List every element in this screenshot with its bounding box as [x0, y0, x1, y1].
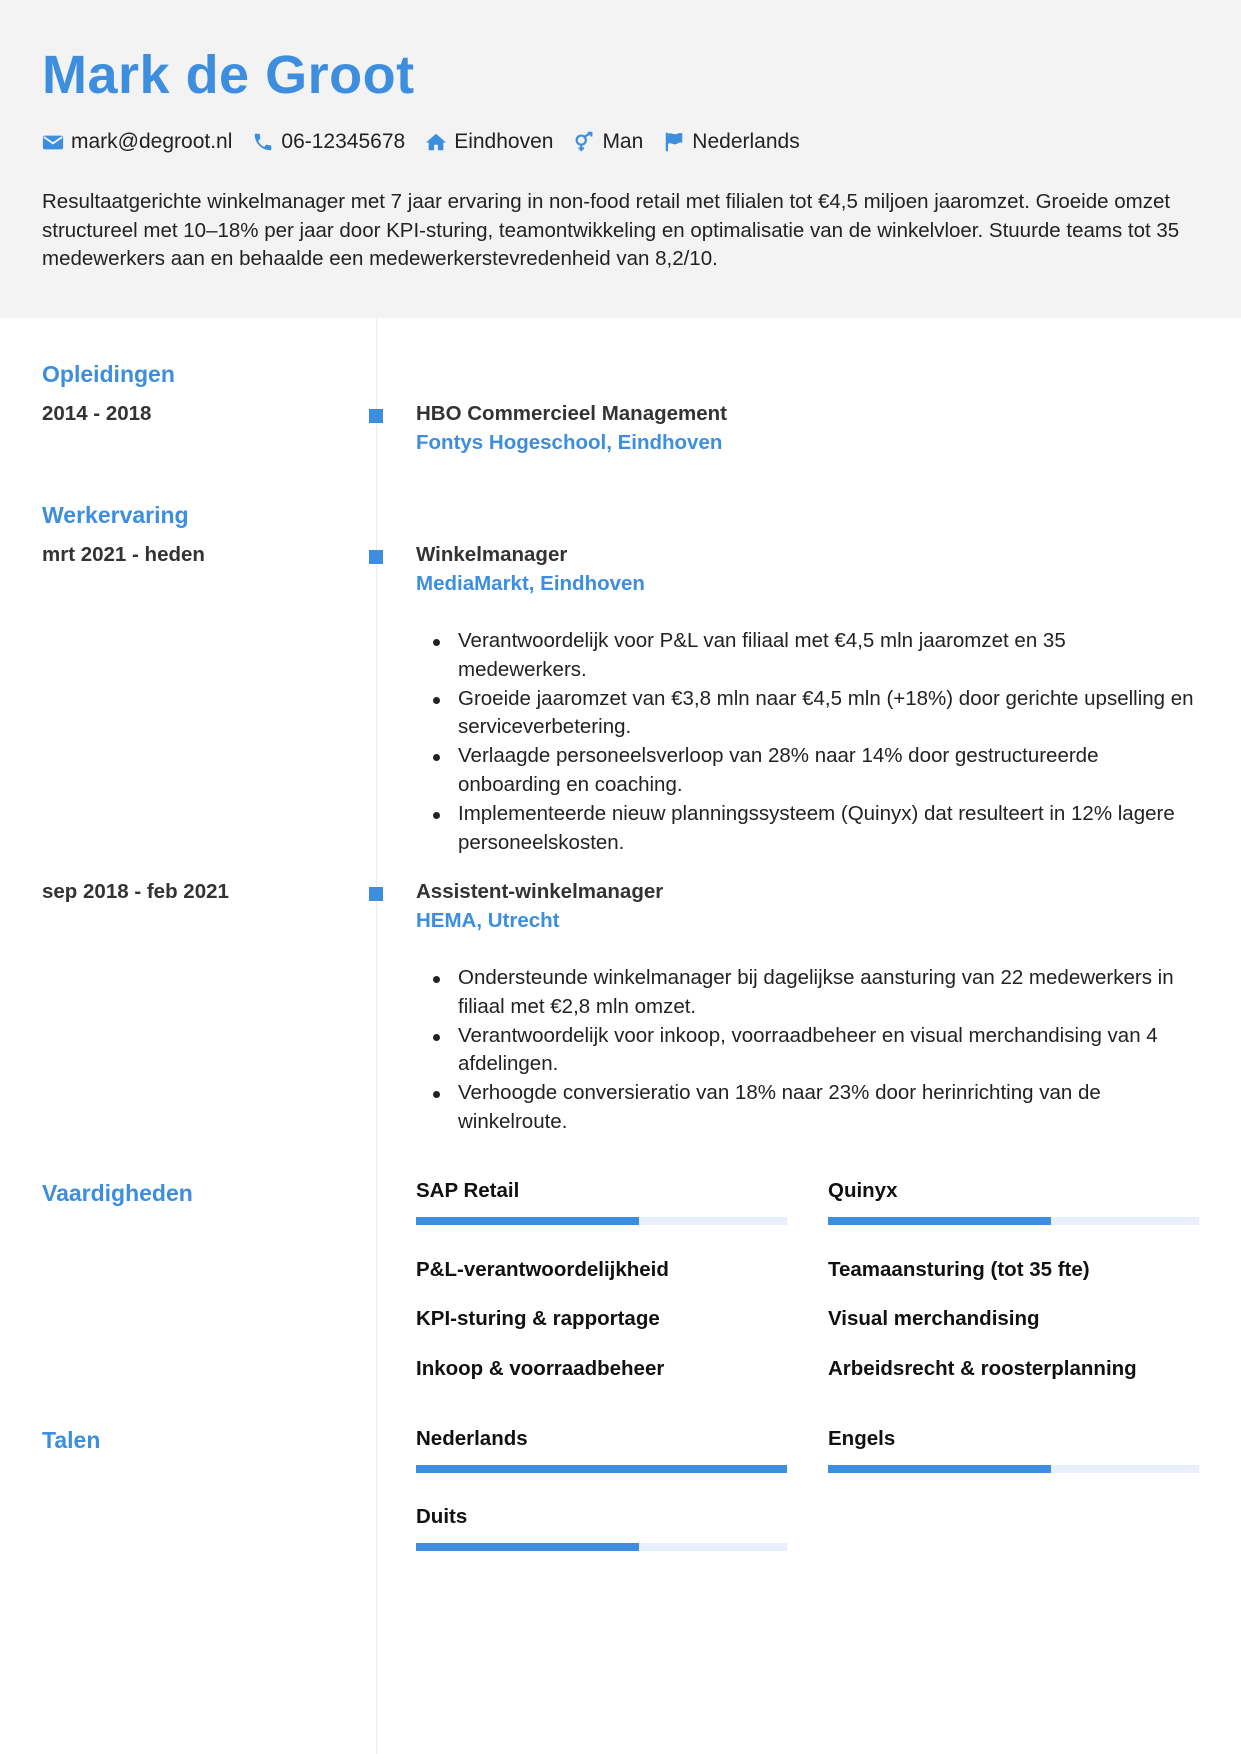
job-achievements	[416, 964, 1196, 1137]
education-school: Fontys Hogeschool, Eindhoven	[416, 431, 723, 454]
contact-gender-value: Man	[602, 130, 644, 153]
job-role: Winkelmanager	[416, 543, 568, 566]
list-item: Verlaagde personeelsverloop van 28% naar 14% door gestructureerde onboarding en coaching.	[416, 742, 1196, 800]
skill-name: Inkoop & voorraadbeheer	[416, 1357, 665, 1380]
phone-icon	[252, 131, 274, 153]
job-achievements	[416, 627, 1196, 857]
flag-icon	[663, 131, 685, 153]
language-level-bar	[416, 1465, 787, 1473]
skill-level-bar	[416, 1217, 787, 1225]
header	[0, 0, 1241, 318]
language-level-fill	[828, 1465, 1051, 1473]
skill-level-bar	[828, 1217, 1199, 1225]
list-item: Ondersteunde winkelmanager bij dagelijkse aansturing van 22 medewerkers in filiaal met €2,8 mln omzet.	[416, 964, 1196, 1022]
language-level-bar	[416, 1543, 787, 1551]
education-degree: HBO Commercieel Management	[416, 402, 728, 425]
timeline-divider	[376, 318, 377, 1754]
skill-name: P&L-verantwoordelijkheid	[416, 1258, 669, 1281]
contact-nationality-value: Nederlands	[692, 130, 800, 153]
candidate-name: Mark de Groot	[42, 45, 415, 105]
contact-city-value: Eindhoven	[454, 130, 554, 153]
contact-phone	[252, 130, 405, 154]
contact-city	[425, 130, 553, 154]
list-item: Verantwoordelijk voor P&L van filiaal met €4,5 mln jaaromzet en 35 medewerkers.	[416, 627, 1196, 685]
timeline-marker	[369, 887, 383, 901]
skill-name: Arbeidsrecht & roosterplanning	[828, 1357, 1137, 1380]
profile-summary: Resultaatgerichte winkelmanager met 7 jaar ervaring in non-food retail met filialen tot €4,5 miljoen jaaromzet. Groeide omzet structureel met 10–18% per jaar door KPI-sturing, teamontwikkeling en optimalisatie van de winkelvloer. Stuurde teams tot 35 medewerkers aan en behaalde een medewerkerstevredenheid van 8,2/10.	[42, 190, 1180, 270]
section-title-experience: Werkervaring	[42, 502, 189, 528]
contact-info	[42, 128, 820, 156]
language-name: Duits	[416, 1505, 468, 1528]
education-period: 2014 - 2018	[42, 402, 152, 425]
skill-name: Visual merchandising	[828, 1307, 1040, 1330]
skill-name: Quinyx	[828, 1179, 898, 1202]
section-title-skills: Vaardigheden	[42, 1180, 193, 1206]
timeline-marker	[369, 409, 383, 423]
skill-name: KPI-sturing & rapportage	[416, 1307, 660, 1330]
language-level-bar	[828, 1465, 1199, 1473]
contact-phone-value: 06-12345678	[281, 130, 406, 153]
timeline-marker	[369, 550, 383, 564]
home-icon	[425, 131, 447, 153]
skill-name: Teamaansturing (tot 35 fte)	[828, 1258, 1090, 1281]
envelope-icon	[42, 131, 64, 153]
language-name: Nederlands	[416, 1427, 528, 1450]
list-item: Implementeerde nieuw planningssysteem (Quinyx) dat resulteert in 12% lagere personeelskosten.	[416, 800, 1196, 858]
language-level-fill	[416, 1543, 639, 1551]
contact-email-value: mark@degroot.nl	[71, 130, 233, 153]
skill-name: SAP Retail	[416, 1179, 520, 1202]
skill-level-fill	[828, 1217, 1051, 1225]
job-role: Assistent-winkelmanager	[416, 880, 664, 903]
language-level-fill	[416, 1465, 787, 1473]
gender-icon	[573, 131, 595, 153]
section-title-education: Opleidingen	[42, 361, 175, 387]
list-item: Verantwoordelijk voor inkoop, voorraadbeheer en visual merchandising van 4 afdelingen.	[416, 1022, 1196, 1080]
language-name: Engels	[828, 1427, 896, 1450]
contact-nationality	[663, 130, 799, 154]
job-period: mrt 2021 - heden	[42, 543, 205, 566]
job-company: HEMA, Utrecht	[416, 909, 560, 932]
contact-gender	[573, 130, 643, 154]
skill-level-fill	[416, 1217, 639, 1225]
job-company: MediaMarkt, Eindhoven	[416, 572, 645, 595]
list-item: Verhoogde conversieratio van 18% naar 23% door herinrichting van de winkelroute.	[416, 1079, 1196, 1137]
list-item: Groeide jaaromzet van €3,8 mln naar €4,5 mln (+18%) door gerichte upselling en serviceverbetering.	[416, 685, 1196, 743]
job-period: sep 2018 - feb 2021	[42, 880, 229, 903]
section-title-languages: Talen	[42, 1427, 101, 1453]
contact-email	[42, 130, 232, 154]
